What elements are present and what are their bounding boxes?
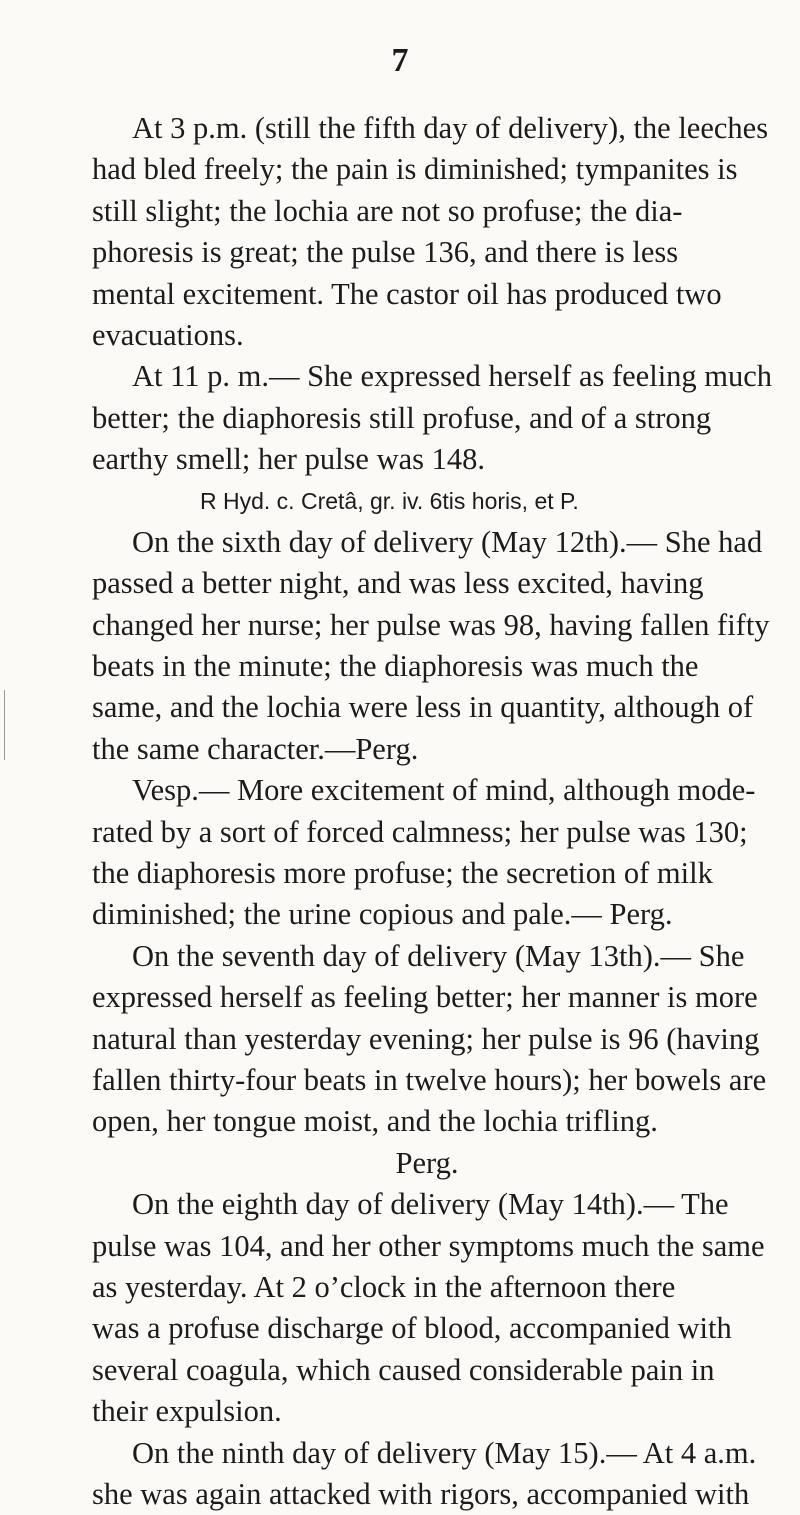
- text-line: still slight; the lochia are not so profuse; the dia-: [92, 193, 683, 228]
- text-line: better; the diaphoresis still profuse, and of a strong: [92, 400, 712, 435]
- text-line: evacuations.: [92, 317, 244, 352]
- text-line: earthy smell; her pulse was 148.: [92, 442, 486, 477]
- text-line: diminished; the urine copious and pale.— Perg.: [92, 897, 673, 932]
- text-line: their expulsion.: [92, 1394, 282, 1429]
- text-line: On the eighth day of delivery (May 14th).— The: [132, 1187, 729, 1222]
- text-line: beats in the minute; the diaphoresis was much the: [92, 649, 699, 684]
- text-line: pulse was 104, and her other symptoms much the same: [92, 1228, 765, 1263]
- text-line: phoresis is great; the pulse 136, and there is less: [92, 235, 679, 270]
- text-line: same, and the lochia were less in quantity, although of: [92, 690, 754, 725]
- text-line: had bled freely; the pain is diminished; tympanites is: [92, 152, 738, 187]
- text-line: the diaphoresis more profuse; the secretion of milk: [92, 856, 713, 891]
- text-line: At 3 p.m. (still the fifth day of delivery), the leeches: [132, 111, 769, 145]
- text-line: On the sixth day of delivery (May 12th).— She had: [132, 524, 763, 559]
- text-line: several coagula, which caused considerable pain in: [92, 1352, 715, 1387]
- text-line: the same character.—Perg.: [92, 731, 419, 766]
- scan-mark: [4, 690, 5, 760]
- text-line: At 11 p. m.— She expressed herself as feeling much: [132, 359, 773, 394]
- text-line: fallen thirty-four beats in twelve hours); her bowels are: [92, 1062, 767, 1097]
- text-line: was a profuse discharge of blood, accompanied with: [92, 1311, 732, 1346]
- text-line: as yesterday. At 2 o’clock in the afternoon there: [92, 1269, 676, 1304]
- page-number: 7: [391, 42, 409, 79]
- text-line: Perg.: [395, 1145, 459, 1180]
- text-line: natural than yesterday evening; her pulse is 96 (having: [92, 1021, 760, 1056]
- text-line: On the ninth day of delivery (May 15).— At 4 a.m.: [132, 1435, 757, 1470]
- text-line: Vesp.— More excitement of mind, although mode-: [132, 773, 756, 808]
- text-line: mental excitement. The castor oil has produced two: [92, 276, 722, 311]
- prescription-line: R Hyd. c. Cretâ, gr. iv. 6tis horis, et P.: [200, 487, 579, 514]
- body-text: [92, 108, 773, 1515]
- text-line: rated by a sort of forced calmness; her pulse was 130;: [92, 814, 748, 849]
- text-line: expressed herself as feeling better; her manner is more: [92, 980, 758, 1015]
- text-line: changed her nurse; her pulse was 98, having fallen fifty: [92, 607, 770, 642]
- text-line: passed a better night, and was less excited, having: [92, 566, 704, 601]
- text-line: On the seventh day of delivery (May 13th).— She: [132, 938, 745, 973]
- text-line: she was again attacked with rigors, accompanied with: [92, 1476, 750, 1511]
- text-line: open, her tongue moist, and the lochia trifling.: [92, 1104, 658, 1139]
